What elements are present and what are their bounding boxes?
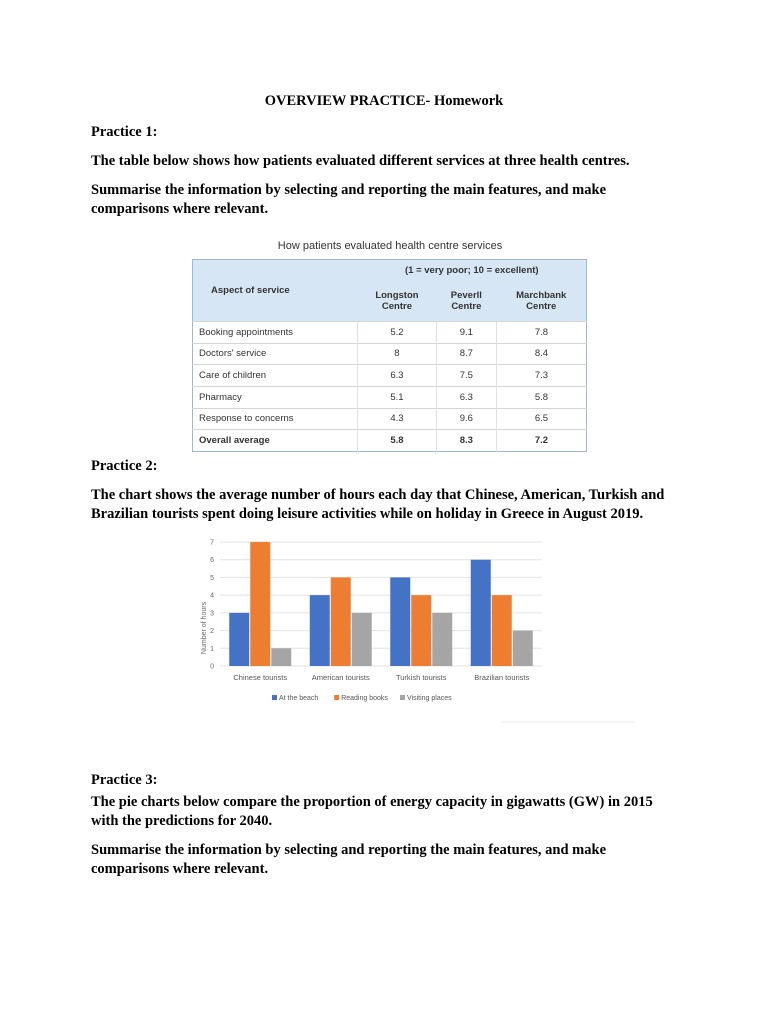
table-row xyxy=(193,408,587,430)
bar-reading-books xyxy=(331,577,351,666)
scale-note: (1 = very poor; 10 = excellent) xyxy=(405,265,539,277)
aspect-cell: Care of children xyxy=(193,365,358,387)
table-row xyxy=(193,322,587,344)
bar-visiting-places xyxy=(513,631,533,666)
bar-at-the-beach xyxy=(229,613,249,666)
practice-1-instruction: Summarise the information by selecting and reporting the main features, and make comparisons where relevant. xyxy=(91,182,607,217)
value-cell: 5.8 xyxy=(496,386,586,408)
legend-label: Visiting places xyxy=(407,695,452,702)
table-row xyxy=(193,365,587,387)
aspect-cell: Doctors' service xyxy=(193,343,358,365)
document-title: OVERVIEW PRACTICE- Homework xyxy=(264,93,504,109)
health-centre-ratings-table xyxy=(192,259,587,452)
practice-2-task: The chart shows the average number of hours each day that Chinese, American, Turkish and Brazilian tourists spent doing leisure activities while on holiday in Greece in August 2019. xyxy=(91,487,665,522)
y-tick-label: 5 xyxy=(210,574,214,582)
value-cell: 7.8 xyxy=(496,322,586,344)
value-cell: 8.3 xyxy=(436,430,496,452)
aspect-cell: Booking appointments xyxy=(193,322,358,344)
value-cell: 5.1 xyxy=(358,386,437,408)
value-cell: 8.7 xyxy=(436,343,496,365)
y-axis-ticks xyxy=(210,540,214,671)
aspect-cell: Overall average xyxy=(193,430,358,452)
value-cell: 9.6 xyxy=(436,408,496,430)
value-cell: 7.5 xyxy=(436,365,496,387)
y-tick-label: 2 xyxy=(210,628,214,636)
y-tick-label: 6 xyxy=(210,557,214,565)
practice-3-heading: Practice 3: xyxy=(91,772,158,788)
bar-at-the-beach xyxy=(390,577,410,666)
practice-3-task: The pie charts below compare the proportion of energy capacity in gigawatts (GW) in 2015 with the predictions for 2040. xyxy=(91,794,653,829)
chart-legend xyxy=(272,695,452,702)
table-row-overall xyxy=(193,430,587,452)
legend-swatch xyxy=(272,695,277,700)
centre-header: Marchbank Centre xyxy=(516,290,567,313)
value-cell: 9.1 xyxy=(436,322,496,344)
x-axis-categories xyxy=(233,673,529,682)
legend-label: At the beach xyxy=(279,695,319,702)
x-category-label: American tourists xyxy=(311,673,370,682)
value-cell: 5.8 xyxy=(358,430,437,452)
y-tick-label: 3 xyxy=(210,610,214,618)
y-tick-label: 7 xyxy=(210,539,214,547)
value-cell: 4.3 xyxy=(358,408,437,430)
bar-reading-books xyxy=(411,595,431,666)
x-category-label: Brazilian tourists xyxy=(474,673,530,682)
aspect-header: Aspect of service xyxy=(211,285,290,296)
y-tick-label: 1 xyxy=(210,645,214,653)
legend-swatch xyxy=(400,695,405,700)
value-cell: 7.3 xyxy=(496,365,586,387)
table-row xyxy=(193,386,587,408)
value-cell: 6.3 xyxy=(436,386,496,408)
value-cell: 6.5 xyxy=(496,408,586,430)
x-category-label: Chinese tourists xyxy=(233,673,288,682)
y-tick-label: 4 xyxy=(210,592,214,600)
practice-2-heading: Practice 2: xyxy=(91,458,158,474)
bar-visiting-places xyxy=(352,613,372,666)
practice-1-heading: Practice 1: xyxy=(91,124,158,140)
bar-reading-books xyxy=(492,595,512,666)
value-cell: 5.2 xyxy=(358,322,437,344)
bar-reading-books xyxy=(250,542,270,666)
value-cell: 8.4 xyxy=(496,343,586,365)
practice-3-instruction: Summarise the information by selecting and reporting the main features, and make comparisons where relevant. xyxy=(91,842,607,877)
value-cell: 7.2 xyxy=(496,430,586,452)
x-category-label: Turkish tourists xyxy=(395,673,447,682)
centre-header: Longston Centre xyxy=(375,290,419,313)
bar-visiting-places xyxy=(271,648,291,666)
tourist-leisure-bar-chart xyxy=(190,532,650,732)
chart-bars xyxy=(229,542,533,666)
value-cell: 6.3 xyxy=(358,365,437,387)
bar-at-the-beach xyxy=(471,560,491,666)
legend-swatch xyxy=(334,695,339,700)
aspect-cell: Response to concerns xyxy=(193,408,358,430)
practice-1-task: The table below shows how patients evaluated different services at three health centres. xyxy=(91,153,630,169)
bar-visiting-places xyxy=(432,613,452,666)
table-title: How patients evaluated health centre services xyxy=(277,240,503,252)
aspect-cell: Pharmacy xyxy=(193,386,358,408)
y-axis-label: Number of hours xyxy=(201,601,208,655)
legend-label: Reading books xyxy=(341,695,388,702)
bar-at-the-beach xyxy=(310,595,330,666)
centre-header: Peverll Centre xyxy=(450,290,482,313)
y-tick-label: 0 xyxy=(210,663,214,671)
table-row xyxy=(193,343,587,365)
value-cell: 8 xyxy=(358,343,437,365)
